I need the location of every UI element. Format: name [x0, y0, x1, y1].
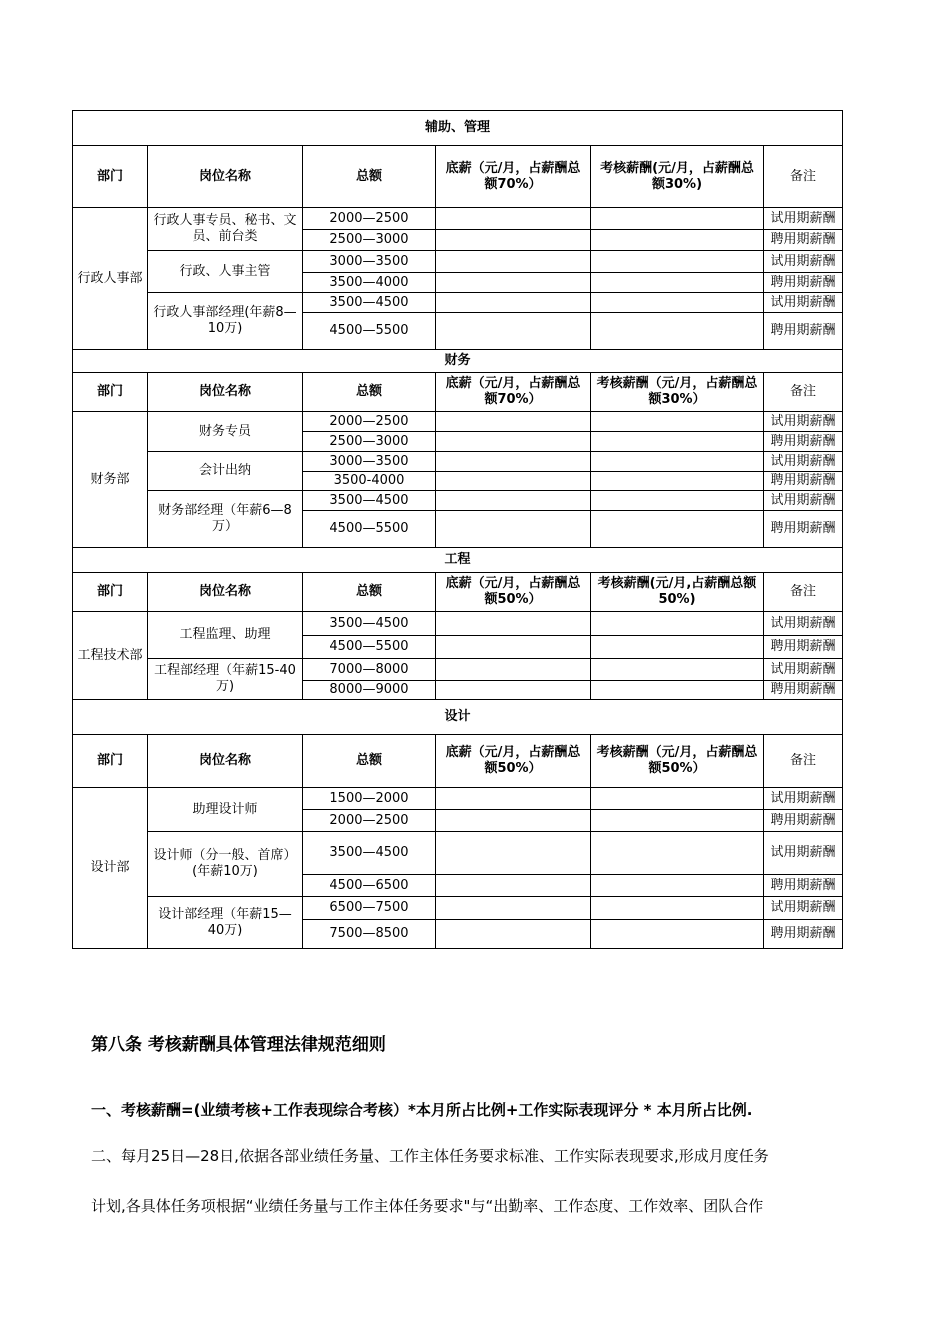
bonus-salary-cell [591, 636, 764, 659]
salary-table [72, 110, 843, 949]
bonus-salary-cell [591, 273, 764, 293]
total-cell: 2500—3000 [303, 432, 436, 452]
note-cell: 试用期薪酬 [764, 452, 843, 472]
note-cell: 聘用期薪酬 [764, 273, 843, 293]
header-total: 总额 [303, 573, 436, 612]
table-row [73, 452, 843, 472]
total-cell: 3500—4500 [303, 293, 436, 313]
header-dept: 部门 [73, 735, 148, 788]
header-bonus: 考核薪酬（元/月，占薪酬总额30%） [591, 373, 764, 412]
bonus-salary-cell [591, 230, 764, 251]
base-salary-cell [436, 230, 591, 251]
position-cell: 设计部经理（年薪15—40万) [148, 897, 303, 949]
position-cell: 财务专员 [148, 412, 303, 452]
header-position: 岗位名称 [148, 373, 303, 412]
note-cell: 试用期薪酬 [764, 788, 843, 810]
note-cell: 试用期薪酬 [764, 832, 843, 875]
base-salary-cell [436, 432, 591, 452]
bonus-salary-cell [591, 511, 764, 548]
bonus-salary-cell [591, 472, 764, 491]
total-cell: 3500—4000 [303, 273, 436, 293]
position-cell: 工程部经理（年薪15-40万) [148, 659, 303, 700]
total-cell: 8000—9000 [303, 681, 436, 700]
bonus-salary-cell [591, 681, 764, 700]
header-note: 备注 [764, 573, 843, 612]
base-salary-cell [436, 412, 591, 432]
position-cell: 行政人事部经理(年薪8—10万) [148, 293, 303, 350]
total-cell: 2500—3000 [303, 230, 436, 251]
base-salary-cell [436, 659, 591, 681]
table-row [73, 412, 843, 432]
bonus-salary-cell [591, 293, 764, 313]
bonus-salary-cell [591, 810, 764, 832]
bonus-salary-cell [591, 612, 764, 636]
total-cell: 4500—5500 [303, 636, 436, 659]
total-cell: 4500—5500 [303, 313, 436, 350]
base-salary-cell [436, 208, 591, 230]
table-row [73, 612, 843, 636]
article-paragraph-2: 二、每月25日—28日,依据各部业绩任务量、工作主体任务要求标准、工作实际表现要求,形成月度任务 [91, 1147, 769, 1165]
section-title: 辅助、管理 [73, 111, 843, 146]
total-cell: 7500—8500 [303, 920, 436, 949]
note-cell: 聘用期薪酬 [764, 230, 843, 251]
header-bonus: 考核薪酬（元/月，占薪酬总额50%） [591, 735, 764, 788]
base-salary-cell [436, 273, 591, 293]
note-cell: 聘用期薪酬 [764, 810, 843, 832]
bonus-salary-cell [591, 208, 764, 230]
base-salary-cell [436, 810, 591, 832]
header-position: 岗位名称 [148, 146, 303, 208]
table-row [73, 897, 843, 920]
base-salary-cell [436, 313, 591, 350]
base-salary-cell [436, 452, 591, 472]
note-cell: 聘用期薪酬 [764, 920, 843, 949]
table-row [73, 293, 843, 313]
bonus-salary-cell [591, 491, 764, 511]
bonus-salary-cell [591, 313, 764, 350]
base-salary-cell [436, 511, 591, 548]
header-base: 底薪（元/月，占薪酬总额50%） [436, 573, 591, 612]
position-cell: 设计师（分一般、首席）(年薪10万) [148, 832, 303, 897]
table-row [73, 208, 843, 230]
header-base: 底薪（元/月，占薪酬总额70%） [436, 373, 591, 412]
bonus-salary-cell [591, 875, 764, 897]
bonus-salary-cell [591, 920, 764, 949]
department-cell: 工程技术部 [73, 612, 148, 700]
bonus-salary-cell [591, 452, 764, 472]
header-position: 岗位名称 [148, 735, 303, 788]
total-cell: 3000—3500 [303, 452, 436, 472]
total-cell: 3500-4000 [303, 472, 436, 491]
header-bonus: 考核薪酬(元/月，占薪酬总额30%) [591, 146, 764, 208]
header-position: 岗位名称 [148, 573, 303, 612]
bonus-salary-cell [591, 251, 764, 273]
base-salary-cell [436, 491, 591, 511]
section-title: 财务 [73, 350, 843, 373]
base-salary-cell [436, 681, 591, 700]
position-cell: 工程监理、助理 [148, 612, 303, 659]
note-cell: 试用期薪酬 [764, 208, 843, 230]
bonus-salary-cell [591, 788, 764, 810]
header-total: 总额 [303, 373, 436, 412]
base-salary-cell [436, 897, 591, 920]
header-total: 总额 [303, 146, 436, 208]
total-cell: 6500—7500 [303, 897, 436, 920]
article-heading: 第八条 考核薪酬具体管理法律规范细则 [91, 1035, 386, 1055]
total-cell: 4500—5500 [303, 511, 436, 548]
article-paragraph-1: 一、考核薪酬=(业绩考核+工作表现综合考核）*本月所占比例+工作实际表现评分 * 本月所占比例. [91, 1101, 753, 1119]
header-note: 备注 [764, 146, 843, 208]
base-salary-cell [436, 875, 591, 897]
header-base: 底薪（元/月，占薪酬总额70%） [436, 146, 591, 208]
base-salary-cell [436, 920, 591, 949]
header-total: 总额 [303, 735, 436, 788]
base-salary-cell [436, 636, 591, 659]
note-cell: 试用期薪酬 [764, 612, 843, 636]
bonus-salary-cell [591, 832, 764, 875]
position-cell: 助理设计师 [148, 788, 303, 832]
note-cell: 聘用期薪酬 [764, 875, 843, 897]
note-cell: 聘用期薪酬 [764, 636, 843, 659]
bonus-salary-cell [591, 412, 764, 432]
table-row [73, 251, 843, 273]
header-dept: 部门 [73, 573, 148, 612]
note-cell: 试用期薪酬 [764, 897, 843, 920]
bonus-salary-cell [591, 432, 764, 452]
total-cell: 3500—4500 [303, 612, 436, 636]
header-note: 备注 [764, 735, 843, 788]
position-cell: 行政人事专员、秘书、文员、前台类 [148, 208, 303, 251]
total-cell: 2000—2500 [303, 208, 436, 230]
bonus-salary-cell [591, 897, 764, 920]
note-cell: 聘用期薪酬 [764, 511, 843, 548]
total-cell: 1500—2000 [303, 788, 436, 810]
total-cell: 2000—2500 [303, 412, 436, 432]
note-cell: 试用期薪酬 [764, 251, 843, 273]
total-cell: 7000—8000 [303, 659, 436, 681]
position-cell: 财务部经理（年薪6—8万） [148, 491, 303, 548]
base-salary-cell [436, 788, 591, 810]
position-cell: 行政、人事主管 [148, 251, 303, 293]
department-cell: 设计部 [73, 788, 148, 949]
note-cell: 试用期薪酬 [764, 412, 843, 432]
note-cell: 试用期薪酬 [764, 491, 843, 511]
total-cell: 3000—3500 [303, 251, 436, 273]
note-cell: 聘用期薪酬 [764, 432, 843, 452]
header-note: 备注 [764, 373, 843, 412]
total-cell: 3500—4500 [303, 491, 436, 511]
section-title: 工程 [73, 548, 843, 573]
base-salary-cell [436, 251, 591, 273]
table-row [73, 832, 843, 875]
article-paragraph-3: 计划,各具体任务项根据“业绩任务量与工作主体任务要求"与“出勤率、工作态度、工作效率、团队合作 [91, 1197, 764, 1215]
base-salary-cell [436, 612, 591, 636]
header-dept: 部门 [73, 373, 148, 412]
total-cell: 3500—4500 [303, 832, 436, 875]
total-cell: 2000—2500 [303, 810, 436, 832]
bonus-salary-cell [591, 659, 764, 681]
table-row [73, 491, 843, 511]
section-title: 设计 [73, 700, 843, 735]
total-cell: 4500—6500 [303, 875, 436, 897]
note-cell: 聘用期薪酬 [764, 472, 843, 491]
header-base: 底薪（元/月，占薪酬总额50%） [436, 735, 591, 788]
table-row [73, 788, 843, 810]
base-salary-cell [436, 832, 591, 875]
base-salary-cell [436, 472, 591, 491]
base-salary-cell [436, 293, 591, 313]
note-cell: 聘用期薪酬 [764, 313, 843, 350]
position-cell: 会计出纳 [148, 452, 303, 491]
header-bonus: 考核薪酬(元/月,占薪酬总额50%) [591, 573, 764, 612]
note-cell: 试用期薪酬 [764, 293, 843, 313]
department-cell: 行政人事部 [73, 208, 148, 350]
note-cell: 试用期薪酬 [764, 659, 843, 681]
table-row [73, 659, 843, 681]
header-dept: 部门 [73, 146, 148, 208]
note-cell: 聘用期薪酬 [764, 681, 843, 700]
department-cell: 财务部 [73, 412, 148, 548]
